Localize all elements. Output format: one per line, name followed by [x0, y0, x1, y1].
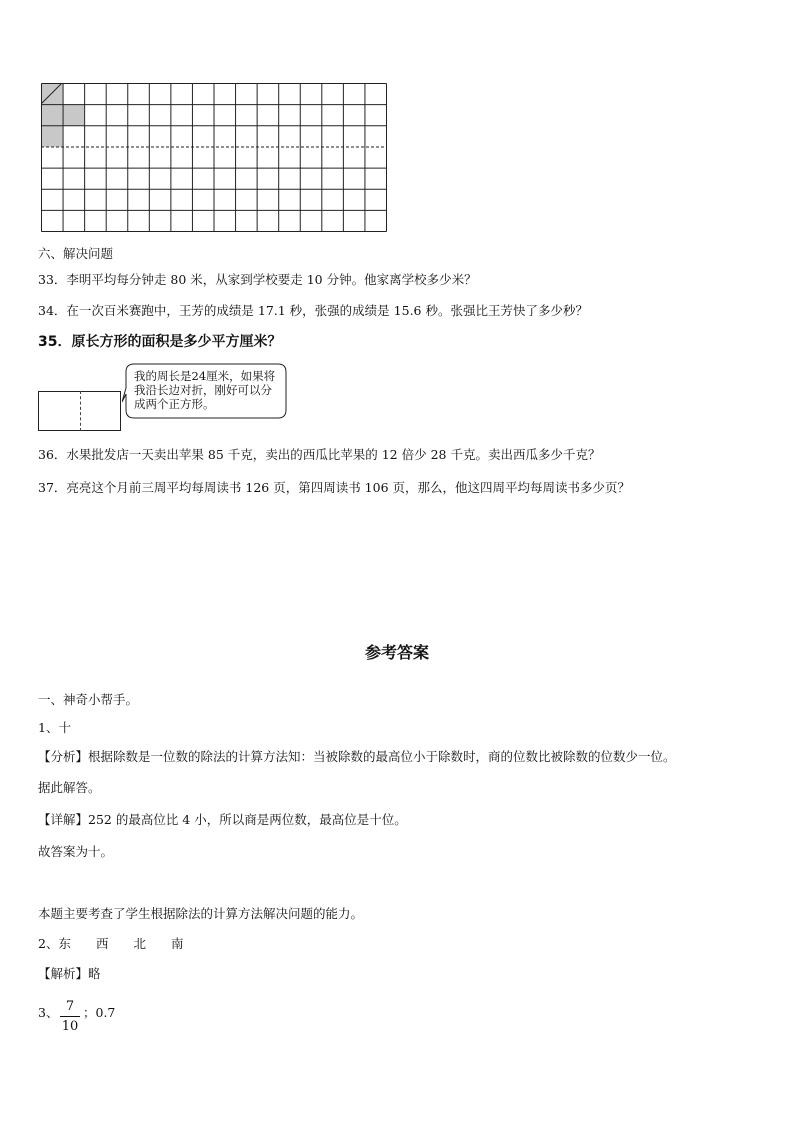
question-37: 37．亮亮这个月前三周平均每周读书 126 页，第四周读书 106 页，那么，他这四周平均每周读书多少页？ — [38, 480, 631, 495]
answer-1: 1、十 — [38, 720, 71, 735]
answer-3-prefix: 3、 — [38, 1005, 59, 1020]
answer-3-suffix: ；0.7 — [83, 1005, 116, 1020]
question-36: 36．水果批发店一天卖出苹果 85 千克，卖出的西瓜比苹果的 12 倍少 28 千克。卖出西瓜多少千克？ — [38, 447, 601, 462]
answer-1-detail: 【详解】252 的最高位比 4 小，所以商是两位数，最高位是十位。 — [38, 812, 407, 827]
fraction-bar — [60, 1016, 80, 1017]
shaded-cell — [63, 104, 85, 125]
answer-1-summary: 本题主要考查了学生根据除法的计算方法解决问题的能力。 — [38, 906, 364, 921]
answer-1-conclusion: 故答案为十。 — [38, 844, 114, 859]
fraction-denominator: 10 — [61, 1019, 79, 1034]
answer-2-analysis: 【解析】略 — [38, 966, 101, 981]
grid-figure — [41, 83, 387, 232]
question-34: 34．在一次百米赛跑中，王芳的成绩是 17.1 秒，张强的成绩是 15.6 秒。张强比王芳快了多少秒？ — [38, 303, 588, 318]
bubble-text: 我的周长是24厘米，如果将我沿长边对折，刚好可以分成两个正方形。 — [134, 369, 276, 411]
fraction-numerator: 7 — [65, 999, 75, 1014]
section-heading: 六、解决问题 — [38, 246, 114, 261]
fold-line — [80, 391, 81, 431]
answer-1-analysis: 【分析】根据除数是一位数的除法的计算方法知：当被除数的最高位小于除数时，商的位数比被除数的位数少一位。 — [38, 749, 676, 764]
answers-part1: 一、神奇小帮手。 — [38, 692, 139, 707]
fraction — [60, 998, 80, 1035]
question-33: 33．李明平均每分钟走 80 米，从家到学校要走 10 分钟。他家离学校多少米？ — [38, 272, 477, 287]
answer-1-analysis-2: 据此解答。 — [38, 780, 101, 795]
square-grid — [41, 83, 387, 232]
question-35: 35．原长方形的面积是多少平方厘米？ — [38, 334, 282, 350]
answers-title: 参考答案 — [364, 643, 429, 662]
shaded-cell — [41, 104, 63, 125]
answer-2: 2、东 西 北 南 — [38, 936, 184, 951]
shaded-cell — [41, 126, 63, 147]
